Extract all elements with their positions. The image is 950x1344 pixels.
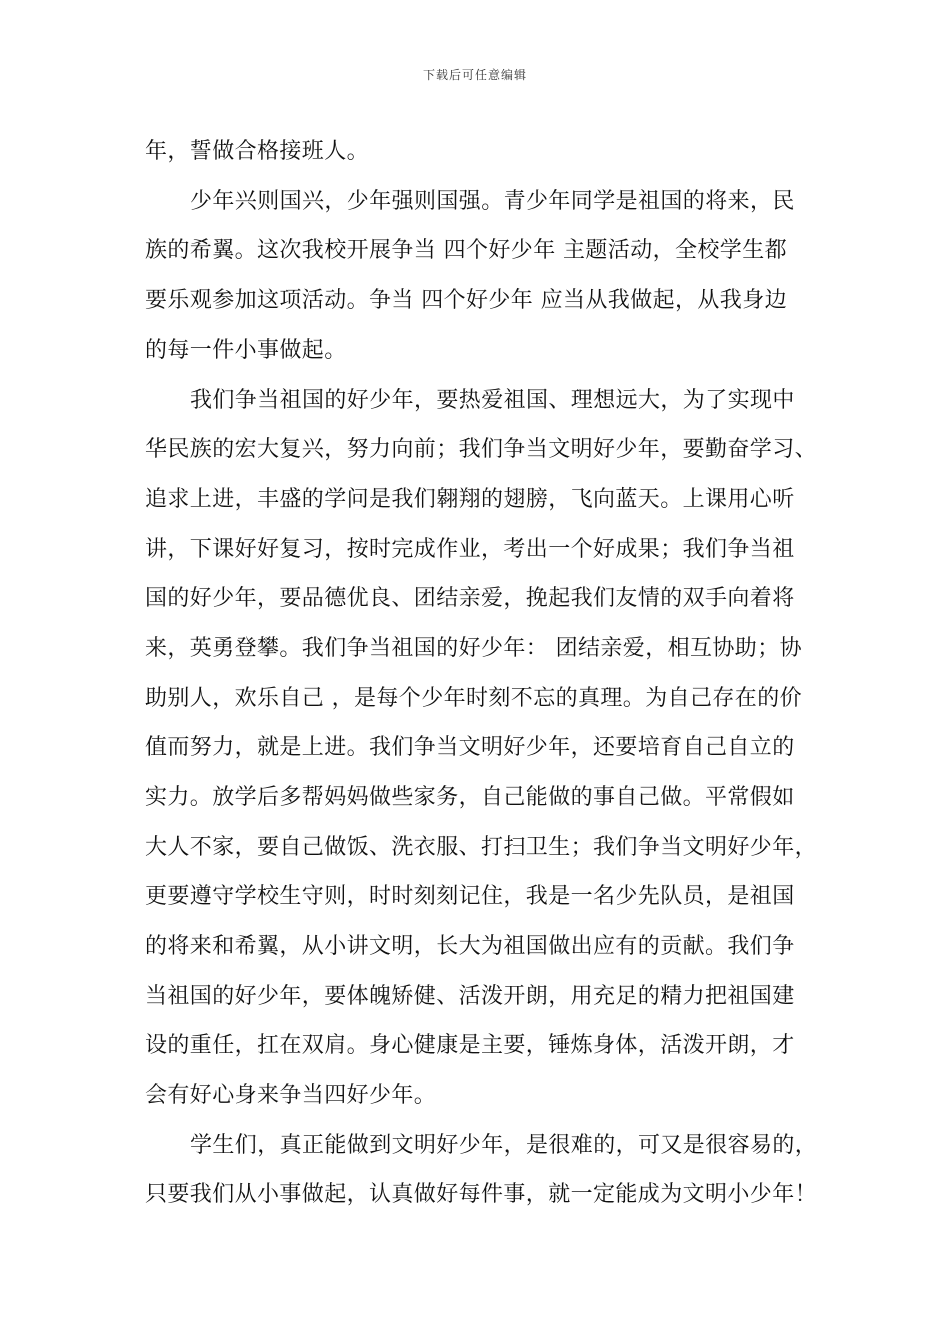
text-line: 值而努力，就是上进。我们争当文明好少年，还要培育自己自立的: [145, 735, 795, 760]
text-line: 更要遵守学校生守则，时时刻刻记住，我是一名少先队员，是祖国: [145, 884, 795, 909]
text-line: 追求上进，丰盛的学问是我们翱翔的翅膀，飞向蓝天。上课用心听: [145, 487, 795, 512]
text-line: 要乐观参加这项活动。争当 四个好少年 应当从我做起，从我身边: [145, 288, 787, 313]
text-line: 设的重任，扛在双肩。身心健康是主要，锤炼身体，活泼开朗，才: [145, 1033, 795, 1058]
text-line: 年，誓做合格接班人。: [145, 139, 370, 164]
paragraph-first-line: 我们争当祖国的好少年，要热爱祖国、理想远大，为了实现中: [190, 388, 795, 413]
text-line: 讲，下课好好复习，按时完成作业，考出一个好成果；我们争当祖: [145, 537, 795, 562]
page-header: 下载后可任意编辑: [422, 68, 527, 82]
paragraph-first-line: 少年兴则国兴，少年强则国强。青少年同学是祖国的将来，民: [190, 189, 795, 214]
text-line: 会有好心身来争当四好少年。: [145, 1083, 437, 1108]
text-line: 族的希翼。这次我校开展争当 四个好少年 主题活动，全校学生都: [145, 238, 787, 263]
text-line: 当祖国的好少年，要体魄矫健、活泼开朗，用充足的精力把祖国建: [145, 984, 795, 1009]
paragraph-first-line: 学生们，真正能做到文明好少年，是很难的，可又是很容易的，: [190, 1133, 818, 1158]
text-line: 来，英勇登攀。我们争当祖国的好少年： 团结亲爱，相互协助；协: [145, 636, 802, 661]
text-line: 华民族的宏大复兴，努力向前；我们争当文明好少年，要勤奋学习、: [145, 437, 818, 462]
text-line: 助别人，欢乐自己 ，是每个少年时刻不忘的真理。为自己存在的价: [145, 686, 802, 711]
text-line: 的每一件小事做起。: [145, 338, 347, 363]
text-line: 国的好少年，要品德优良、团结亲爱，挽起我们友情的双手向着将: [145, 586, 795, 611]
text-line: 实力。放学后多帮妈妈做些家务，自己能做的事自己做。平常假如: [145, 785, 795, 810]
text-line: 大人不家，要自己做饭、洗衣服、打扫卫生；我们争当文明好少年，: [145, 835, 818, 860]
text-line: 的将来和希翼，从小讲文明，长大为祖国做出应有的贡献。我们争: [145, 934, 795, 959]
text-line: 只要我们从小事做起，认真做好每件事，就一定能成为文明小少年！: [145, 1182, 818, 1207]
